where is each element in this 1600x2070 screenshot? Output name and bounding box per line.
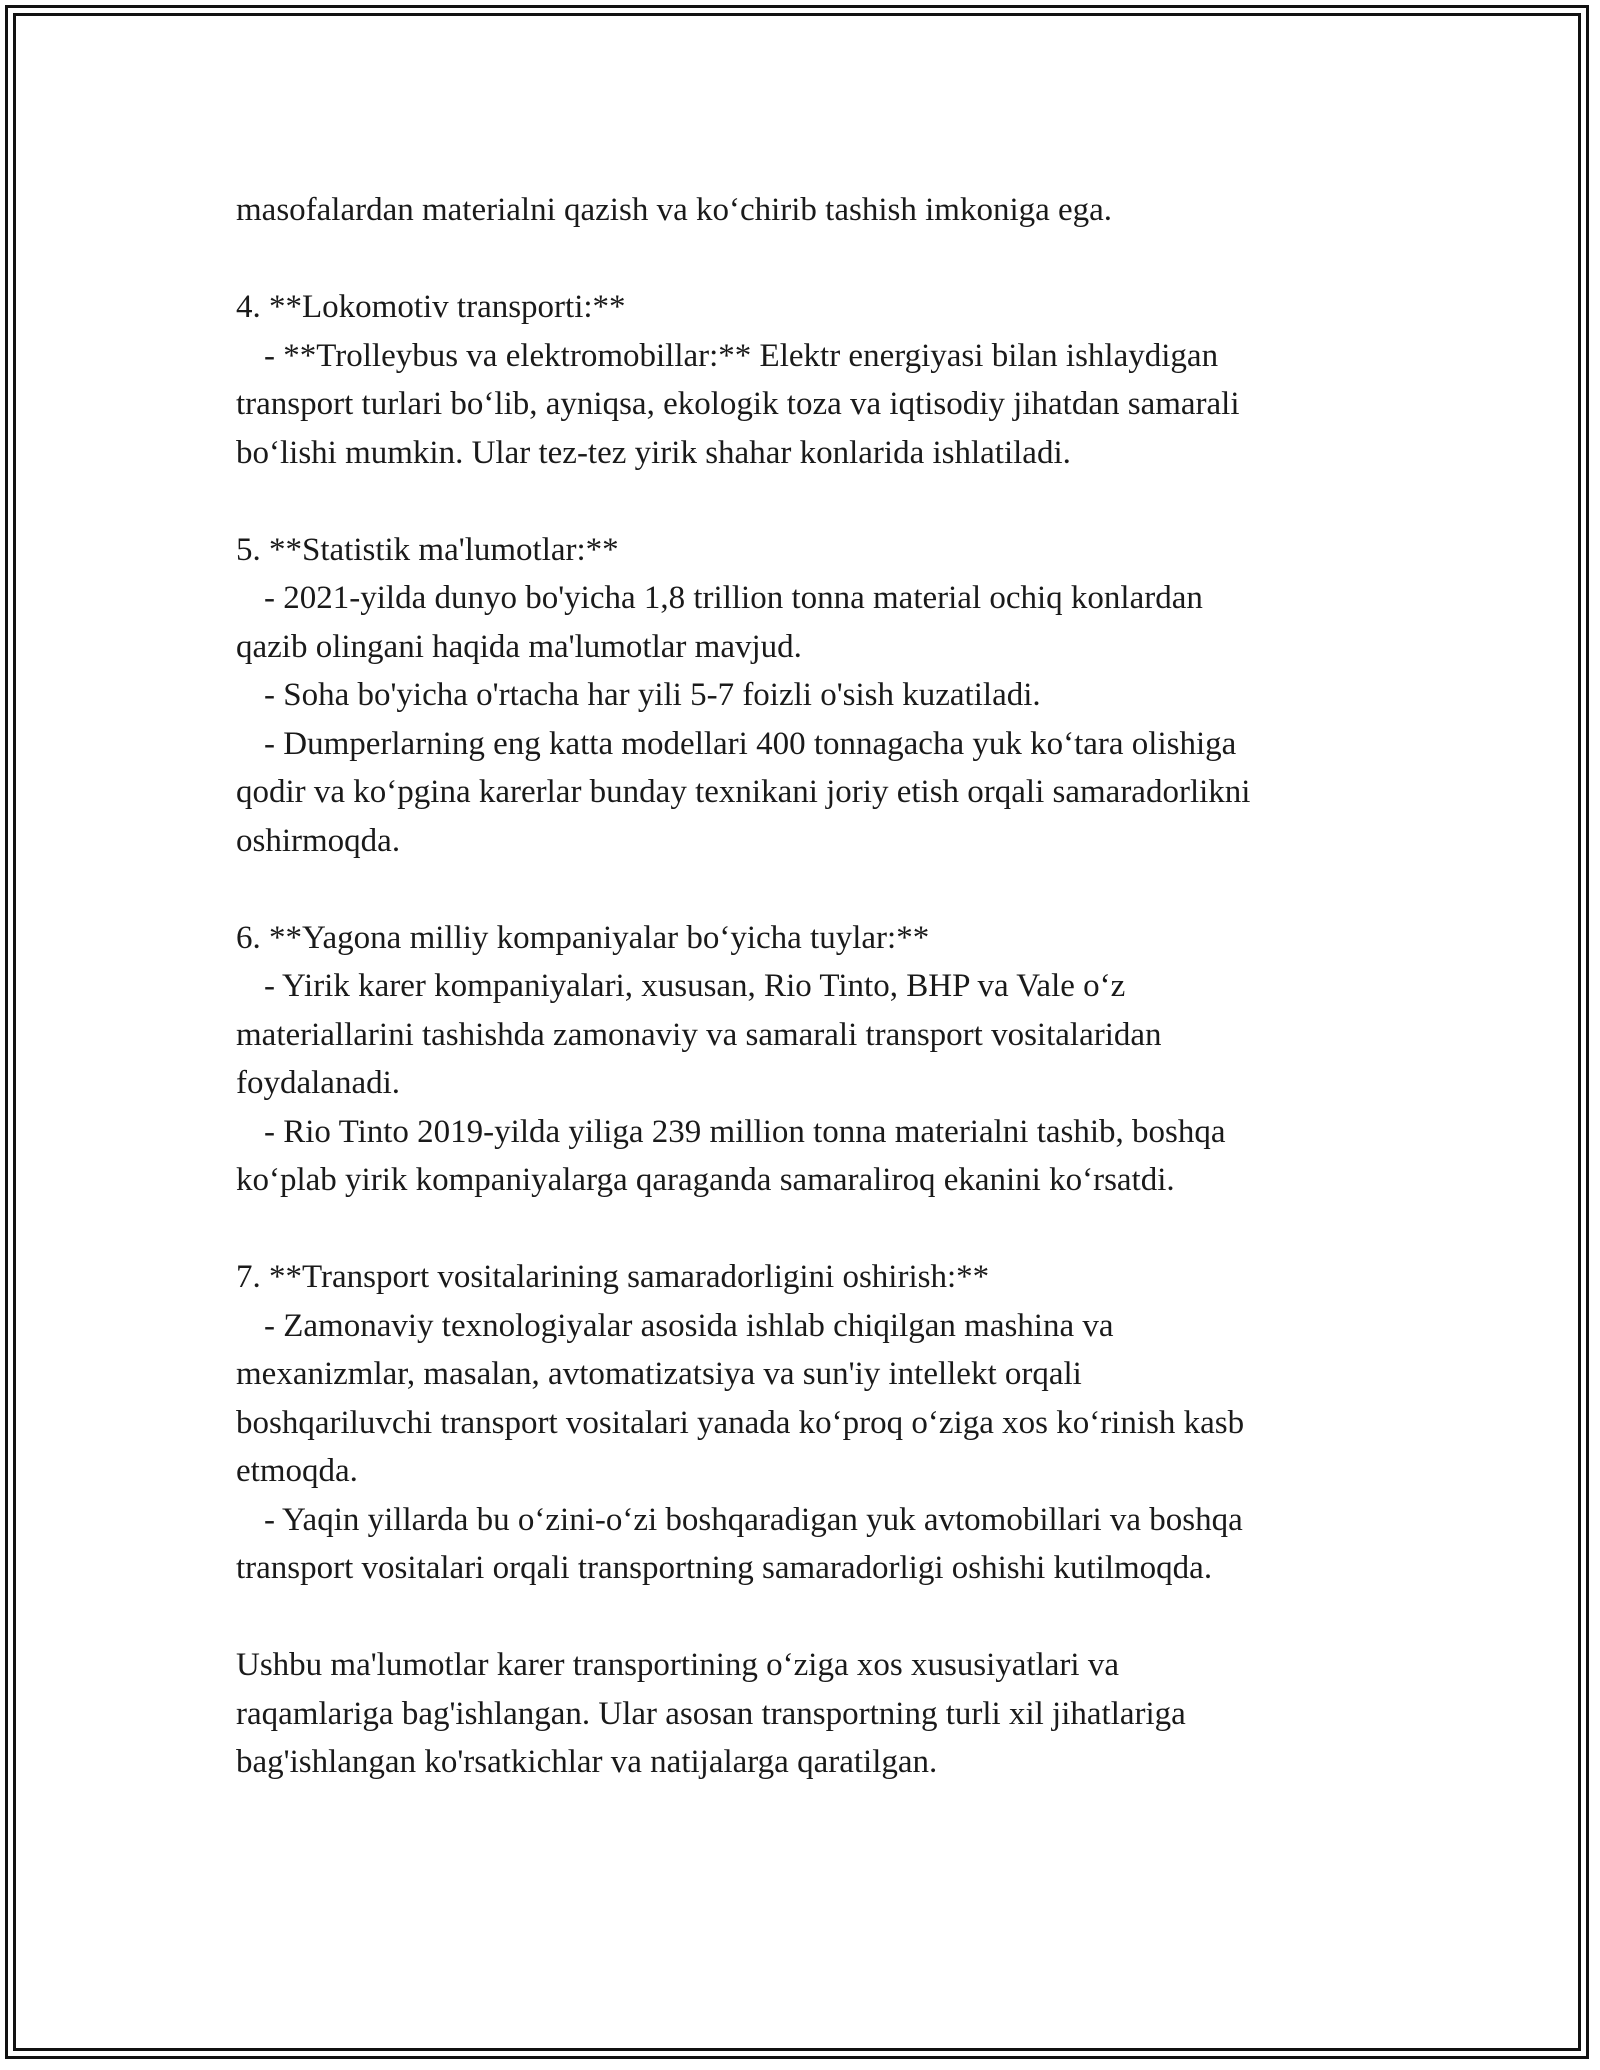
text-line: bag'ishlangan ko'rsatkichlar va natijalarga qaratilgan. (236, 1744, 938, 1780)
text-line: masofalardan materialni qazish va ko‘chirib tashish imkoniga ega. (236, 192, 1113, 228)
text-line: - Rio Tinto 2019-yilda yiliga 239 million tonna materialni tashib, boshqa (264, 1113, 1226, 1150)
text-line: 4. **Lokomotiv transporti:** (236, 289, 626, 325)
text-line: transport turlari bo‘lib, ayniqsa, ekologik toza va iqtisodiy jihatdan samarali (236, 386, 1240, 422)
text-line: 7. **Transport vositalarining samaradorligini oshirish:** (236, 1259, 990, 1295)
text-line: etmoqda. (236, 1453, 358, 1489)
paragraph-gap (236, 477, 1396, 526)
text-line: materiallarini tashishda zamonaviy va samarali transport vositalaridan (236, 1016, 1162, 1053)
text-line: oshirmoqda. (236, 822, 401, 859)
text-line: - Yaqin yillarda bu o‘zini-o‘zi boshqaradigan yuk avtomobillari va boshqa (264, 1501, 1243, 1538)
paragraph-gap (236, 1205, 1396, 1254)
text-line: - Soha bo'yicha o'rtacha har yili 5-7 foizli o'sish kuzatiladi. (264, 677, 1041, 713)
text-line: - **Trolleybus va elektromobillar:** Elektr energiyasi bilan ishlaydigan (264, 337, 1219, 374)
text-line: - Zamonaviy texnologiyalar asosida ishlab chiqilgan mashina va (264, 1307, 1114, 1344)
text-line: ko‘plab yirik kompaniyalarga qaraganda samaraliroq ekanini ko‘rsatdi. (236, 1162, 1175, 1198)
text-line: foydalanadi. (236, 1065, 401, 1101)
text-line: transport vositalari orqali transportning samaradorligi oshishi kutilmoqda. (236, 1550, 1213, 1586)
text-line: bo‘lishi mumkin. Ular tez-tez yirik shahar konlarida ishlatiladi. (236, 434, 1071, 471)
text-line: - 2021-yilda dunyo bo'yicha 1,8 trillion tonna material ochiq konlardan (264, 580, 1203, 616)
text-line: boshqariluvchi transport vositalari yanada ko‘proq o‘ziga xos ko‘rinish kasb (236, 1404, 1245, 1441)
paragraph-gap (236, 235, 1396, 284)
paragraph-gap (236, 1593, 1396, 1642)
text-line: 5. **Statistik ma'lumotlar:** (236, 531, 619, 568)
text-line: 6. **Yagona milliy kompaniyalar bo‘yicha tuylar:** (236, 919, 930, 956)
text-line: qazib olingani haqida ma'lumotlar mavjud. (236, 628, 802, 665)
text-line: qodir va ko‘pgina karerlar bunday texnikani joriy etish orqali samaradorlikni (236, 774, 1251, 810)
text-line: - Yirik karer kompaniyalari, xususan, Rio Tinto, BHP va Vale o‘z (264, 968, 1126, 1004)
text-line: - Dumperlarning eng katta modellari 400 tonnagacha yuk ko‘tara olishiga (264, 725, 1237, 762)
text-line: Ushbu ma'lumotlar karer transportining o‘ziga xos xususiyatlari va (236, 1647, 1119, 1683)
paragraph-gap (236, 865, 1396, 914)
text-line: raqamlariga bag'ishlangan. Ular asosan transportning turli xil jihatlariga (236, 1695, 1186, 1732)
document-body (236, 186, 1396, 1787)
text-line: mexanizmlar, masalan, avtomatizatsiya va sun'iy intellekt orqali (236, 1356, 1082, 1392)
